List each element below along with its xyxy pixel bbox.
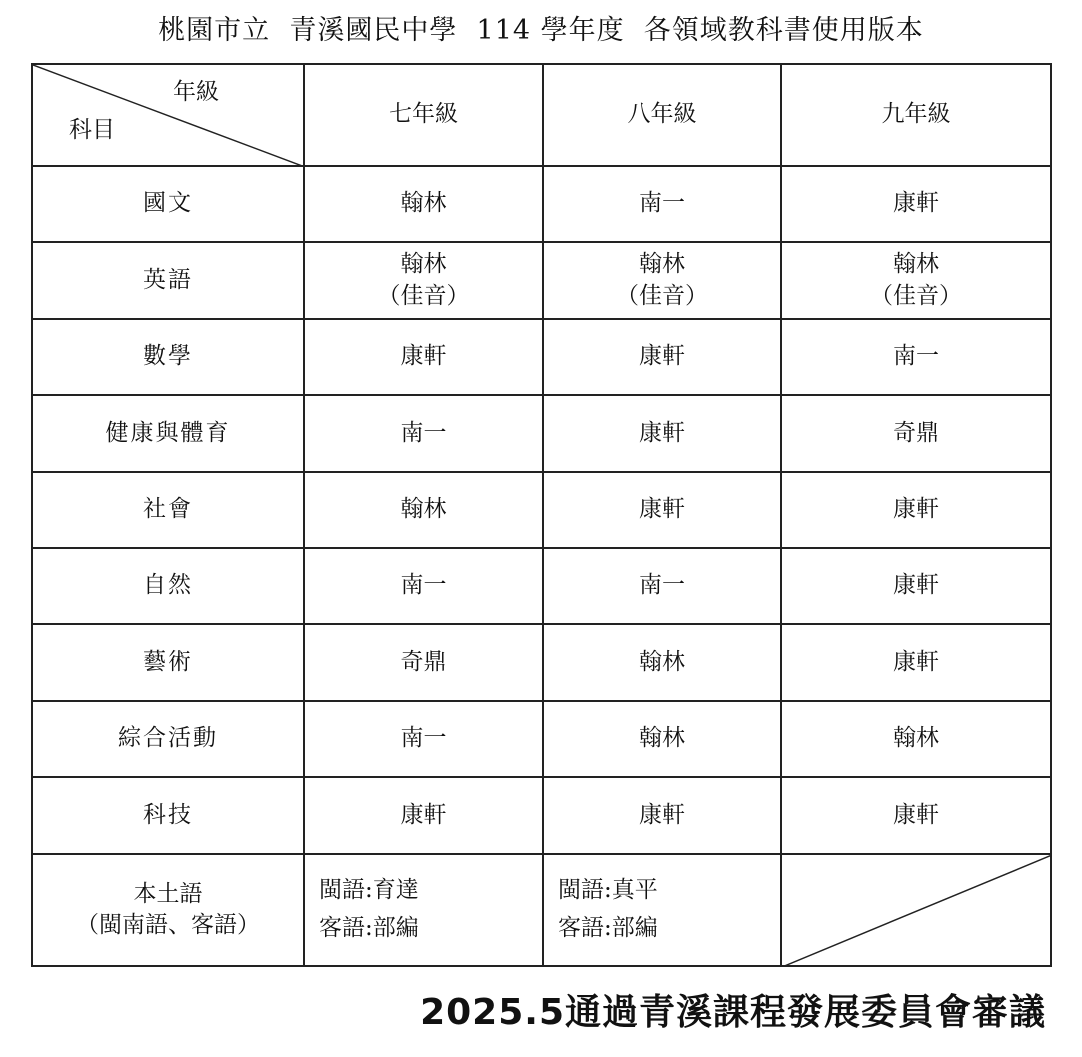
subject-note: （閩南語、客語） <box>76 912 260 938</box>
publisher-cell: 南一 <box>543 166 781 242</box>
subject-cell: 科技 <box>32 777 304 854</box>
document-title: 桃園市立 青溪國民中學 114 學年度 各領域教科書使用版本 <box>158 15 924 46</box>
publisher-sub: （佳音） <box>616 282 708 309</box>
publisher-cell: 南一 <box>304 548 543 624</box>
subject-cell: 綜合活動 <box>32 701 304 777</box>
publisher-cell: 康軒 <box>543 777 781 854</box>
subject-cell: 數學 <box>32 319 304 395</box>
table-row <box>32 777 1051 854</box>
publisher-sub: （佳音） <box>870 282 962 309</box>
publisher-name: 翰林 <box>639 251 685 278</box>
approval-footer: 2025.5通過青溪課程發展委員會審議 <box>420 992 1046 1033</box>
table-row <box>32 701 1051 777</box>
subject-cell: 健康與體育 <box>32 395 304 472</box>
grade-label: 年級 <box>173 79 219 105</box>
subject-cell: 自然 <box>32 548 304 624</box>
hakka-language-publisher: 客語:部編 <box>319 915 419 941</box>
publisher-cell: 翰林 <box>781 701 1051 777</box>
min-language-publisher: 閩語:育達 <box>319 877 419 904</box>
table-row <box>32 166 1051 242</box>
publisher-cell: 康軒 <box>781 166 1051 242</box>
publisher-cell: 翰林 <box>543 701 781 777</box>
publisher-cell: 南一 <box>304 395 543 472</box>
publisher-cell: 康軒 <box>781 777 1051 854</box>
publisher-cell: 翰林 <box>304 472 543 548</box>
table-row <box>32 548 1051 624</box>
empty-crossed-cell <box>781 854 1051 966</box>
publisher-cell: 康軒 <box>304 319 543 395</box>
subject-cell: 社會 <box>32 472 304 548</box>
publisher-cell <box>304 854 543 966</box>
table-row <box>32 395 1051 472</box>
publisher-cell: 奇鼎 <box>781 395 1051 472</box>
publisher-cell: 翰林 <box>304 166 543 242</box>
subject-name: 本土語 <box>133 880 203 907</box>
table-row <box>32 624 1051 701</box>
publisher-cell: 康軒 <box>304 777 543 854</box>
publisher-cell: 南一 <box>304 701 543 777</box>
publisher-cell: 康軒 <box>543 395 781 472</box>
local-language-row <box>32 854 1051 966</box>
header-grade-9: 九年級 <box>781 64 1051 166</box>
table-row <box>32 242 1051 319</box>
publisher-cell <box>543 854 781 966</box>
corner-cell <box>32 64 304 166</box>
publisher-name: 翰林 <box>400 251 447 278</box>
publisher-cell <box>304 242 543 319</box>
table-row <box>32 319 1051 395</box>
min-language-publisher: 閩語:真平 <box>558 877 658 904</box>
publisher-cell: 奇鼎 <box>304 624 543 701</box>
subject-cell: 藝術 <box>32 624 304 701</box>
publisher-cell: 南一 <box>543 548 781 624</box>
publisher-sub: （佳音） <box>377 282 470 309</box>
subject-cell <box>32 854 304 966</box>
publisher-cell: 翰林 <box>543 624 781 701</box>
publisher-name: 翰林 <box>893 251 939 278</box>
publisher-cell: 南一 <box>781 319 1051 395</box>
header-row <box>32 64 1051 166</box>
publisher-cell: 康軒 <box>781 548 1051 624</box>
subject-cell: 英語 <box>32 242 304 319</box>
publisher-cell: 康軒 <box>781 624 1051 701</box>
publisher-cell: 康軒 <box>543 472 781 548</box>
diagonal-line <box>782 855 1052 967</box>
publisher-cell <box>781 242 1051 319</box>
subject-label: 科目 <box>69 117 115 143</box>
header-grade-7: 七年級 <box>304 64 543 166</box>
publisher-cell: 康軒 <box>543 319 781 395</box>
table-row <box>32 472 1051 548</box>
textbook-table <box>31 63 1052 967</box>
hakka-language-publisher: 客語:部編 <box>558 915 658 941</box>
publisher-cell <box>543 242 781 319</box>
subject-cell: 國文 <box>32 166 304 242</box>
header-grade-8: 八年級 <box>543 64 781 166</box>
publisher-cell: 康軒 <box>781 472 1051 548</box>
